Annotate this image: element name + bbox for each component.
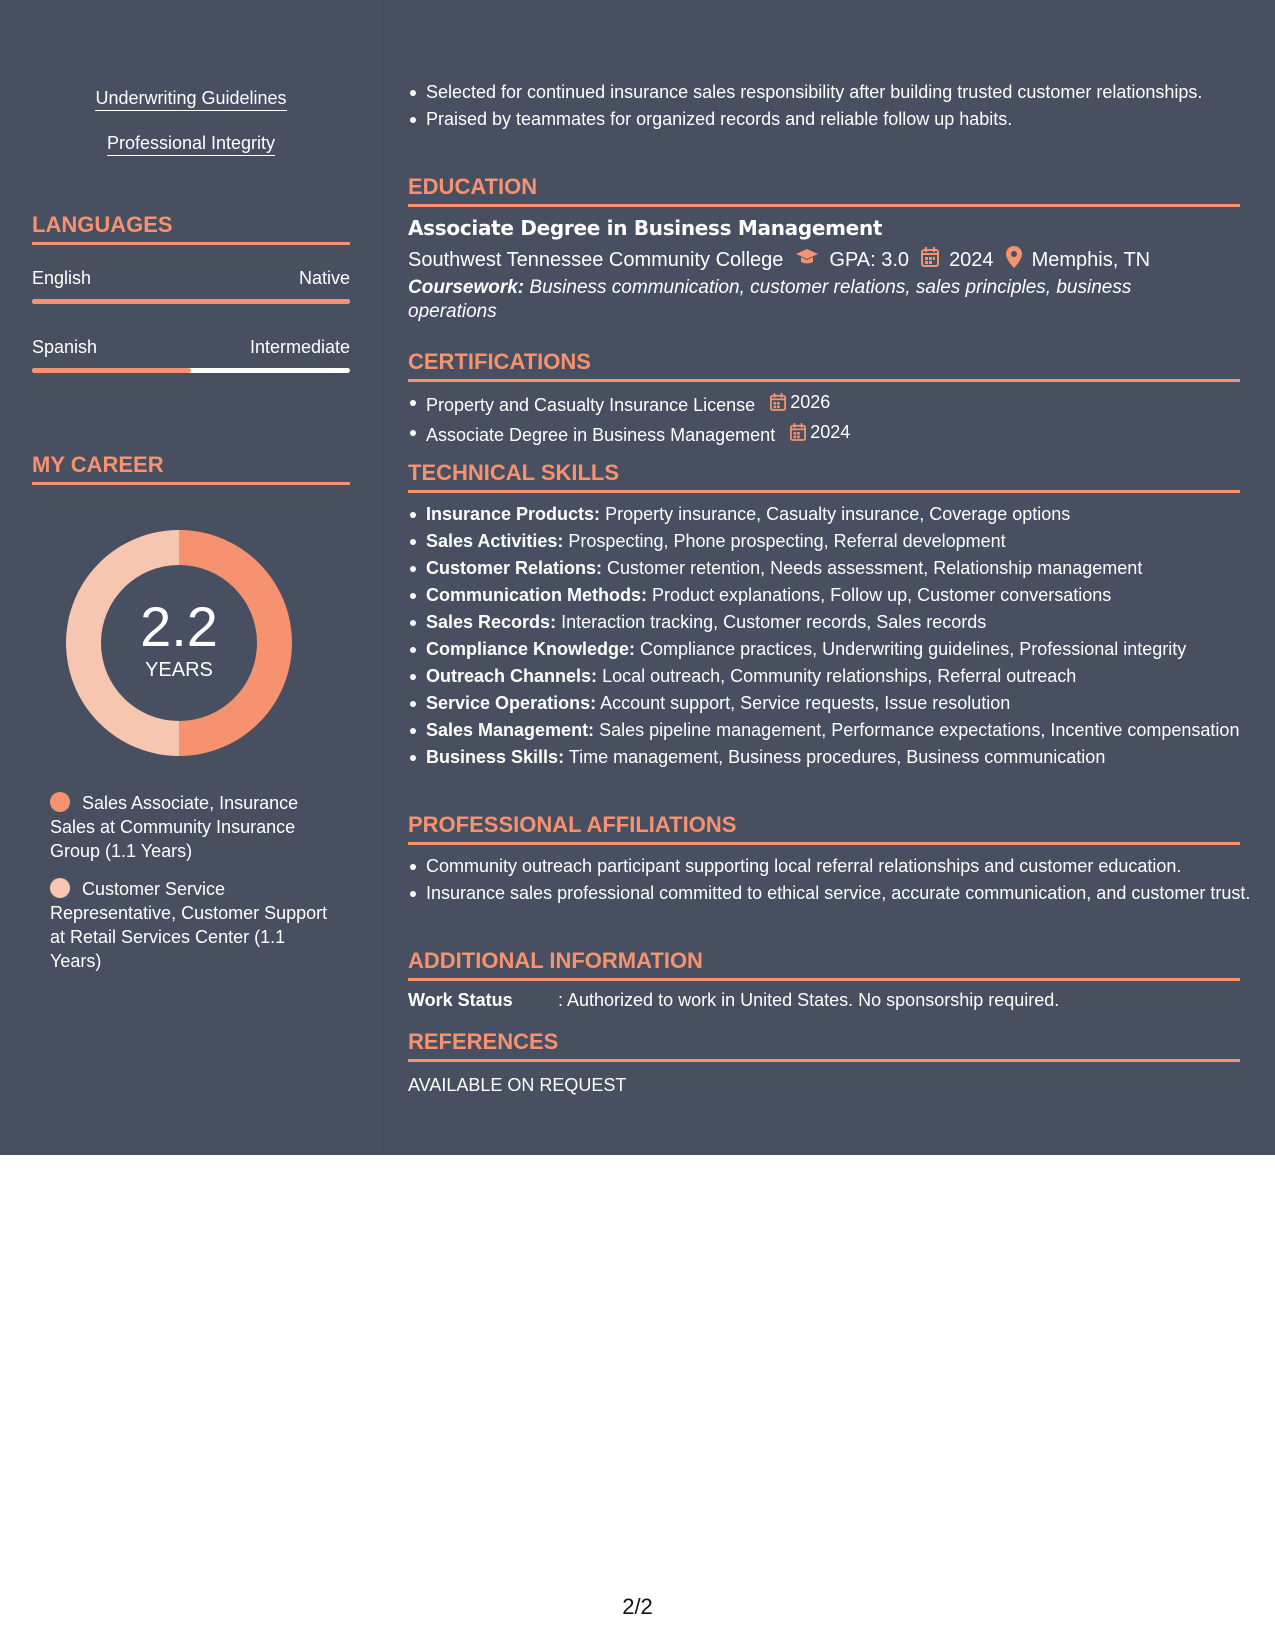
skill-item bbox=[426, 556, 1258, 580]
career-total bbox=[66, 530, 292, 756]
career-legend-item-2 bbox=[50, 877, 340, 973]
work-status-label: Work Status bbox=[408, 990, 513, 1010]
skill-category: Compliance Knowledge: bbox=[426, 639, 636, 659]
language-bar-fill bbox=[32, 299, 350, 304]
skill-category: Communication Methods: bbox=[426, 585, 647, 605]
skill-underwriting-guidelines: Underwriting Guidelines bbox=[0, 88, 382, 109]
skill-category: Customer Relations: bbox=[426, 558, 603, 578]
career-heading: MY CAREER bbox=[32, 452, 350, 485]
language-bar-spanish bbox=[32, 368, 350, 373]
certification-name: Associate Degree in Business Management bbox=[426, 425, 776, 445]
education-location: Memphis, TN bbox=[1031, 248, 1151, 271]
sidebar bbox=[0, 0, 383, 1155]
certification-date bbox=[790, 420, 850, 444]
career-role-text: Customer Service Representative, Customer Support at Retail Services Center (1.1 Years) bbox=[50, 879, 328, 971]
career-total-unit: YEARS bbox=[145, 658, 213, 681]
calendar-icon bbox=[921, 247, 939, 273]
list-item: Selected for continued insurance sales responsibility after building trusted customer relationships. bbox=[426, 80, 1258, 104]
calendar-icon bbox=[770, 393, 786, 411]
certification-name: Property and Casualty Insurance License bbox=[426, 395, 756, 415]
skill-values: Property insurance, Casualty insurance, Coverage options bbox=[605, 504, 1071, 524]
skill-item bbox=[426, 691, 1258, 715]
education-details bbox=[408, 246, 1150, 274]
skill-category: Business Skills: bbox=[426, 747, 565, 767]
skill-category: Insurance Products: bbox=[426, 504, 601, 524]
skill-item bbox=[426, 502, 1258, 526]
education-school: Southwest Tennessee Community College bbox=[408, 248, 784, 271]
list-item: Insurance sales professional committed to ethical service, accurate communication, and customer trust. bbox=[426, 881, 1258, 905]
skill-item bbox=[426, 610, 1258, 634]
skill-item bbox=[426, 718, 1258, 742]
technical-skills-list bbox=[408, 502, 1258, 772]
education-heading: EDUCATION bbox=[408, 174, 1240, 207]
affiliations-list bbox=[408, 854, 1258, 908]
skill-values: Compliance practices, Underwriting guidelines, Professional integrity bbox=[640, 639, 1187, 659]
skill-values: Sales pipeline management, Performance expectations, Incentive compensation bbox=[599, 720, 1240, 740]
languages-heading: LANGUAGES bbox=[32, 212, 350, 245]
certifications-heading: CERTIFICATIONS bbox=[408, 349, 1240, 382]
legend-dot bbox=[50, 792, 70, 812]
references-heading: REFERENCES bbox=[408, 1029, 1240, 1062]
graduation-cap-icon bbox=[795, 248, 819, 272]
career-role-text: Sales Associate, Insurance Sales at Community Insurance Group (1.1 Years) bbox=[50, 793, 299, 861]
additional-info-heading: ADDITIONAL INFORMATION bbox=[408, 948, 1240, 981]
skill-values: Account support, Service requests, Issue resolution bbox=[600, 693, 1011, 713]
skill-values: Product explanations, Follow up, Customer conversations bbox=[652, 585, 1112, 605]
education-year: 2024 bbox=[949, 248, 994, 271]
list-item: Community outreach participant supporting local referral relationships and customer education. bbox=[426, 854, 1258, 878]
education-coursework bbox=[408, 276, 1198, 324]
skill-values: Interaction tracking, Customer records, Sales records bbox=[561, 612, 987, 632]
skill-item bbox=[426, 745, 1258, 769]
skill-values: Customer retention, Needs assessment, Relationship management bbox=[607, 558, 1143, 578]
technical-skills-heading: TECHNICAL SKILLS bbox=[408, 460, 1240, 493]
skill-category: Service Operations: bbox=[426, 693, 597, 713]
location-pin-icon bbox=[1006, 246, 1022, 274]
coursework-label: Coursework: bbox=[408, 277, 525, 298]
language-level: Native bbox=[298, 268, 350, 288]
skill-category: Sales Activities: bbox=[426, 531, 564, 551]
language-bar-english bbox=[32, 299, 350, 304]
skill-item bbox=[426, 583, 1258, 607]
skill-item bbox=[426, 637, 1258, 661]
skill-category: Outreach Channels: bbox=[426, 666, 598, 686]
skill-professional-integrity: Professional Integrity bbox=[0, 133, 382, 154]
certifications-list bbox=[408, 390, 1258, 450]
education-gpa: GPA: 3.0 bbox=[829, 248, 910, 271]
skill-values: Prospecting, Phone prospecting, Referral development bbox=[568, 531, 1006, 551]
work-status-value: : Authorized to work in United States. No sponsorship required. bbox=[558, 990, 1060, 1010]
skill-item bbox=[426, 664, 1258, 688]
language-level: Intermediate bbox=[249, 337, 350, 357]
education-degree: Associate Degree in Business Management bbox=[408, 216, 883, 240]
references-text: AVAILABLE ON REQUEST bbox=[408, 1075, 627, 1095]
list-item bbox=[426, 390, 1258, 417]
skill-values: Local outreach, Community relationships, Referral outreach bbox=[602, 666, 1077, 686]
list-item bbox=[426, 420, 1258, 447]
certification-year: 2026 bbox=[790, 392, 831, 412]
career-total-value: 2.2 bbox=[140, 594, 218, 658]
language-bar-fill bbox=[32, 368, 191, 373]
work-status bbox=[408, 990, 1059, 1011]
coursework-text: Business communication, customer relations, sales principles, business operations bbox=[408, 277, 1132, 322]
experience-bullets bbox=[408, 80, 1258, 134]
certification-date bbox=[770, 390, 830, 414]
skill-values: Time management, Business procedures, Business communication bbox=[568, 747, 1106, 767]
skill-category: Sales Records: bbox=[426, 612, 557, 632]
language-name: Spanish bbox=[32, 337, 98, 357]
skill-category: Sales Management: bbox=[426, 720, 595, 740]
list-item: Praised by teammates for organized records and reliable follow up habits. bbox=[426, 107, 1258, 131]
page-number: 2/2 bbox=[622, 1594, 653, 1619]
language-row-english bbox=[32, 268, 350, 289]
language-name: English bbox=[32, 268, 92, 288]
affiliations-heading: PROFESSIONAL AFFILIATIONS bbox=[408, 812, 1240, 845]
skill-item bbox=[426, 529, 1258, 553]
legend-dot bbox=[50, 878, 70, 898]
career-donut-chart bbox=[66, 530, 292, 756]
certification-year: 2024 bbox=[810, 422, 851, 442]
career-legend-item-1 bbox=[50, 791, 340, 863]
calendar-icon bbox=[790, 423, 806, 441]
language-row-spanish bbox=[32, 337, 350, 358]
